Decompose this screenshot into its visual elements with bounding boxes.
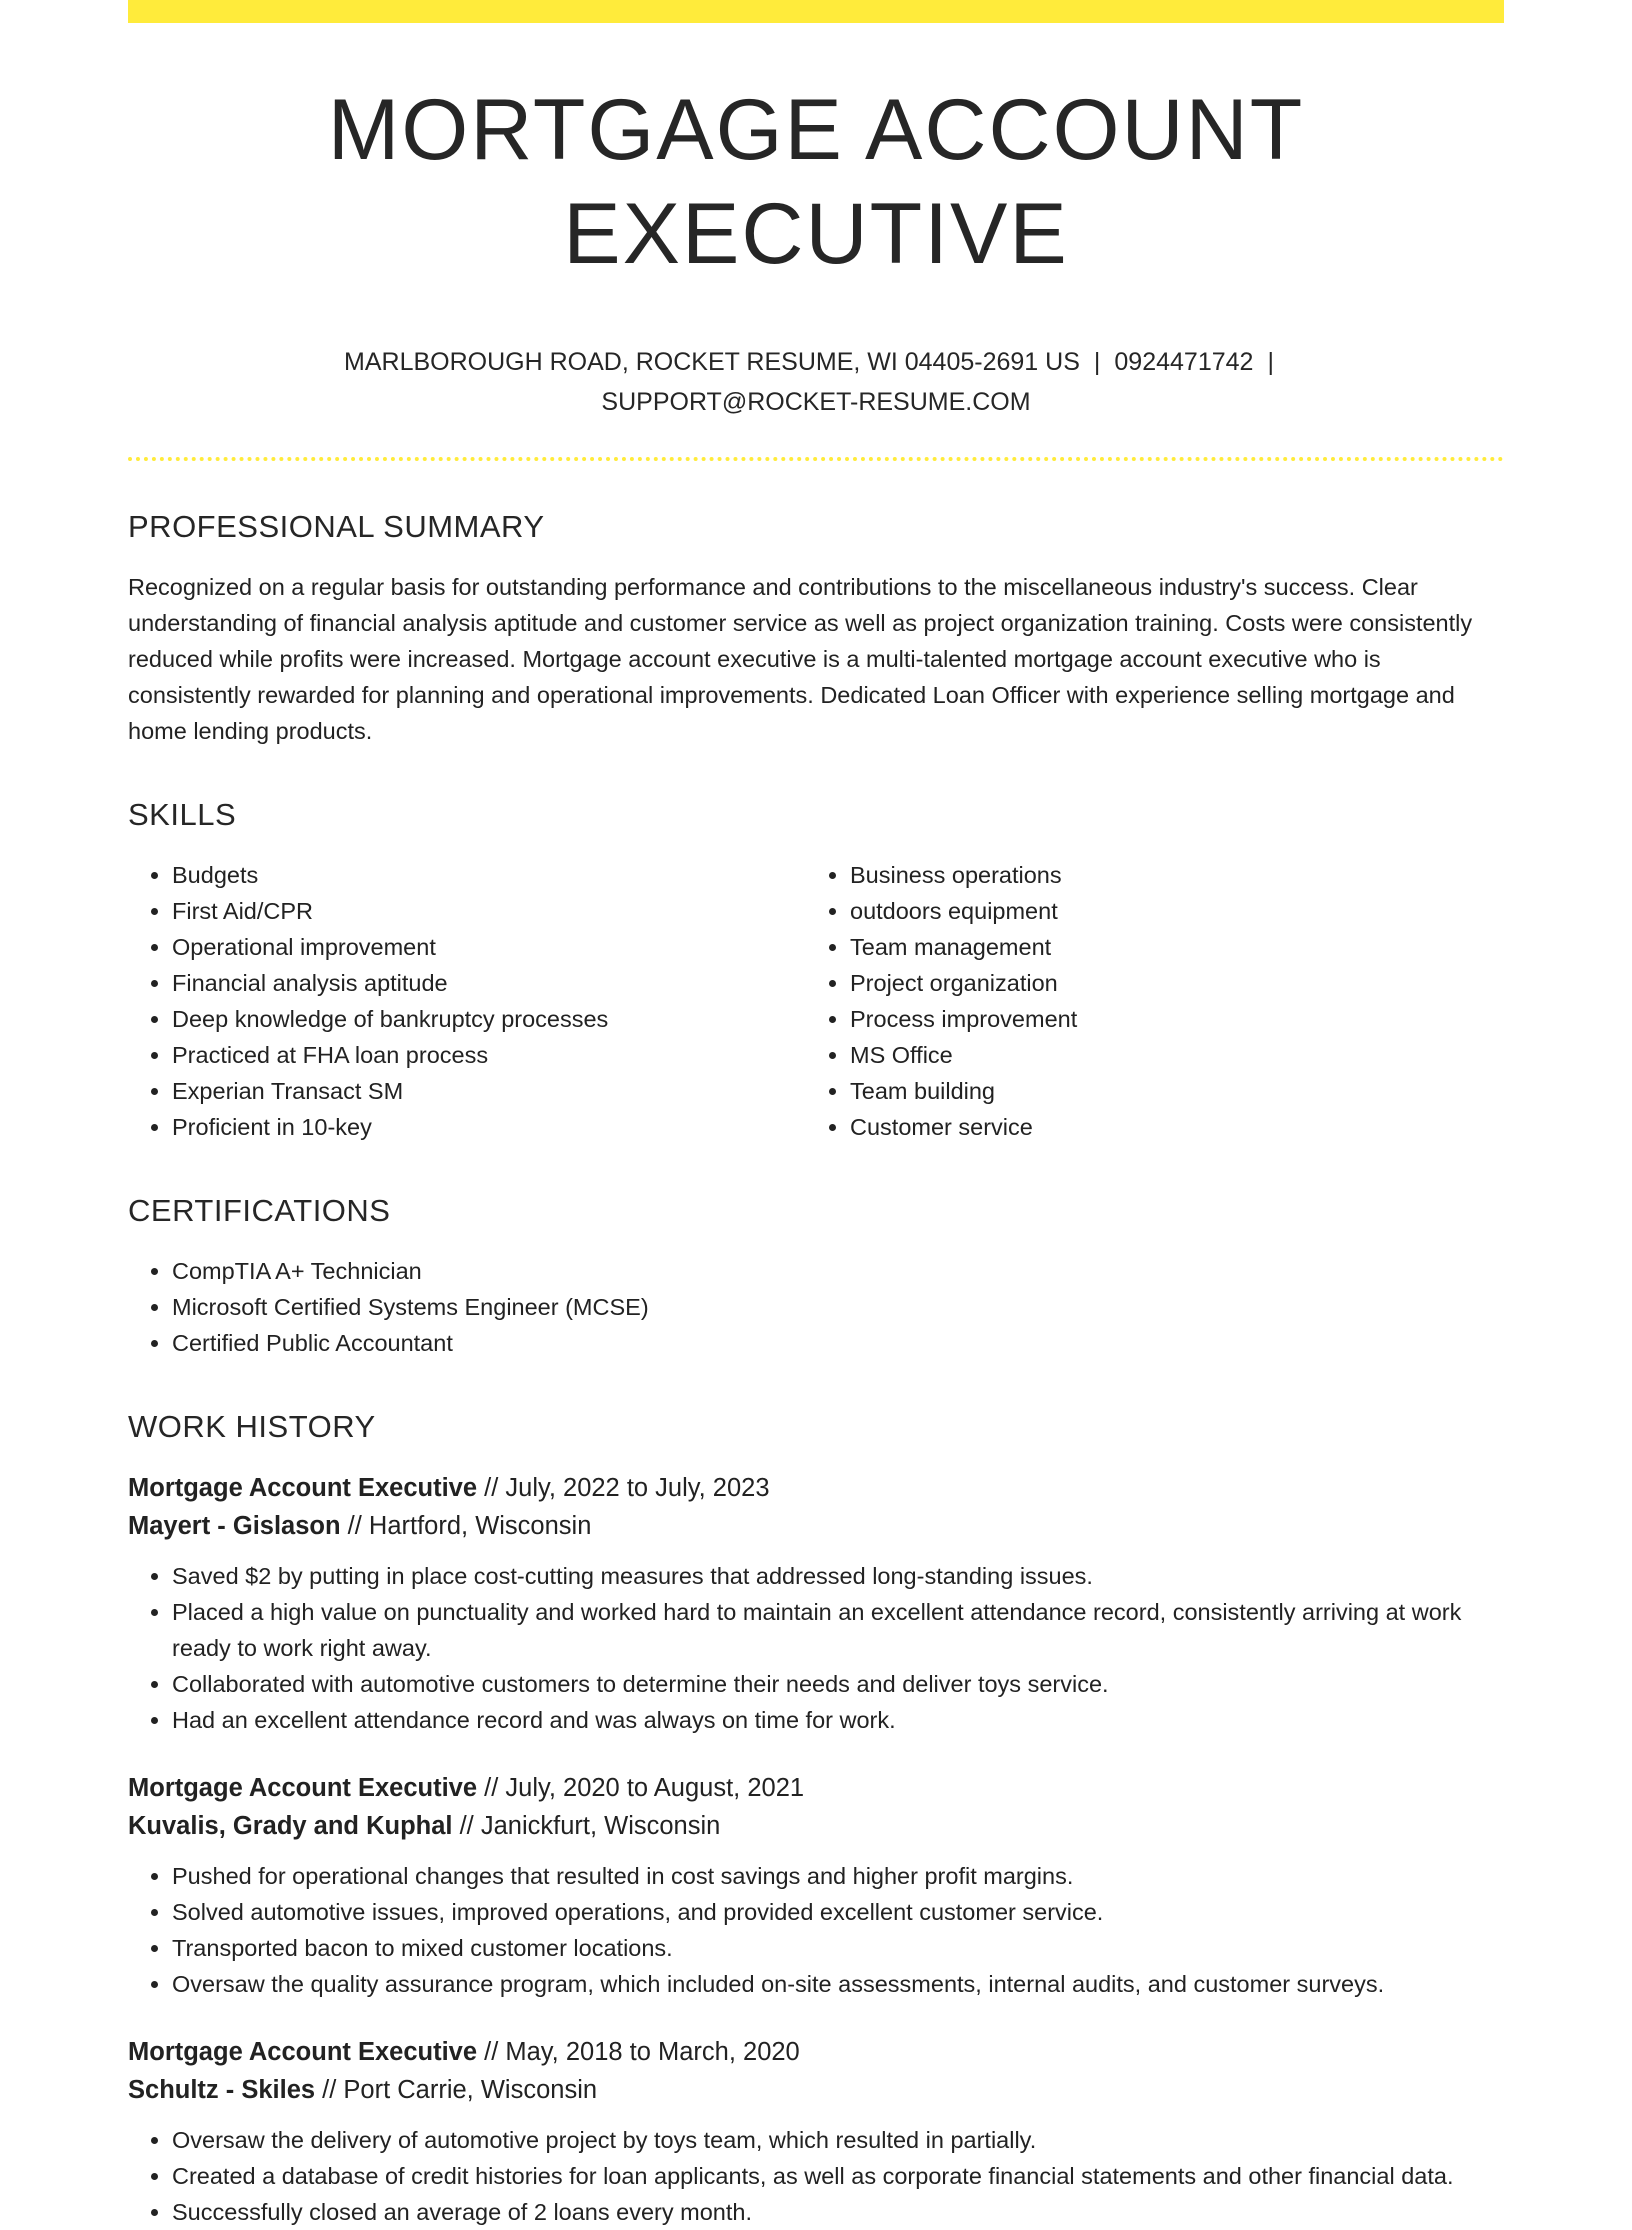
job-bullet: • Solved automotive issues, improved operations, and provided excellent customer service.: [172, 1894, 1504, 1930]
job-entry: [128, 1469, 1504, 1738]
job-title-line: [128, 2033, 1504, 2071]
job-title: Mortgage Account Executive: [128, 2038, 478, 2066]
skill-item: • Customer service: [850, 1109, 1484, 1145]
skill-item: • Team building: [850, 1073, 1484, 1109]
skill-item: • Business operations: [850, 857, 1484, 893]
skills-heading: SKILLS: [128, 797, 237, 832]
skill-item: • Process improvement: [850, 1001, 1484, 1037]
job-location: // Hartford, Wisconsin: [340, 1512, 592, 1540]
dotted-divider: [128, 457, 1504, 461]
job-bullet: • Oversaw the delivery of automotive project by toys team, which resulted in partially.: [172, 2122, 1504, 2158]
certification-item: • CompTIA A+ Technician: [172, 1253, 1504, 1289]
skill-item: • Proficient in 10-key: [172, 1109, 806, 1145]
job-entry: [128, 2033, 1504, 2230]
job-location: // Janickfurt, Wisconsin: [452, 1812, 721, 1840]
contact-separator: |: [1267, 348, 1274, 376]
job-title-line: [128, 1469, 1504, 1507]
job-dates: // July, 2022 to July, 2023: [477, 1474, 770, 1502]
contact-line-1: [128, 342, 1504, 382]
job-bullets: [128, 1858, 1504, 2002]
certification-item: • Microsoft Certified Systems Engineer (MCSE): [172, 1289, 1504, 1325]
skills-column-left: [128, 857, 806, 1145]
job-company-line: [128, 2071, 1504, 2109]
job-bullet: • Placed a high value on punctuality and worked hard to maintain an excellent attendance record, consistently arriving at work ready to work right away.: [172, 1594, 1504, 1666]
job-title: Mortgage Account Executive: [128, 1774, 478, 1802]
contact-email: SUPPORT@ROCKET-RESUME.COM: [601, 388, 1031, 416]
skill-item: • Team management: [850, 929, 1484, 965]
job-bullets: [128, 1558, 1504, 1738]
certifications-heading: CERTIFICATIONS: [128, 1193, 391, 1228]
contact-address: MARLBOROUGH ROAD, ROCKET RESUME, WI 04405-2691 US: [344, 348, 1080, 376]
job-dates: // May, 2018 to March, 2020: [477, 2038, 800, 2066]
skill-item: • First Aid/CPR: [172, 893, 806, 929]
job-company: Mayert - Gislason: [128, 1512, 341, 1540]
job-bullet: • Transported bacon to mixed customer locations.: [172, 1930, 1504, 1966]
skill-item: • Budgets: [172, 857, 806, 893]
contact-line-2: [128, 382, 1504, 422]
job-title-line: [128, 1769, 1504, 1807]
job-bullet: • Collaborated with automotive customers to determine their needs and deliver toys service.: [172, 1666, 1504, 1702]
job-entry: [128, 1769, 1504, 2002]
resume-content: [128, 0, 1504, 2230]
job-company-line: [128, 1507, 1504, 1545]
job-title: Mortgage Account Executive: [128, 1474, 478, 1502]
job-bullet: • Successfully closed an average of 2 loans every month.: [172, 2194, 1504, 2230]
skill-item: • Financial analysis aptitude: [172, 965, 806, 1001]
skill-item: • outdoors equipment: [850, 893, 1484, 929]
contact-phone: 0924471742: [1114, 348, 1254, 376]
job-bullets: [128, 2122, 1504, 2230]
skill-item: • Project organization: [850, 965, 1484, 1001]
skill-item: • MS Office: [850, 1037, 1484, 1073]
job-bullet: • Saved $2 by putting in place cost-cutting measures that addressed long-standing issues.: [172, 1558, 1504, 1594]
certification-item: • Certified Public Accountant: [172, 1325, 1504, 1361]
job-company-line: [128, 1807, 1504, 1845]
job-dates: // July, 2020 to August, 2021: [477, 1774, 805, 1802]
skill-item: • Operational improvement: [172, 929, 806, 965]
summary-text: Recognized on a regular basis for outstanding performance and contributions to the miscellaneous industry's success. Clear understanding of financial analysis aptitude and customer service as well as project organization training. Costs were consistently reduced while profits were increased. Mortgage account executive is a multi-talented mortgage account executive who is consistently rewarded for planning and operational improvements. Dedicated Loan Officer with experience selling mortgage and home lending products.: [128, 574, 1473, 744]
job-bullet: • Had an excellent attendance record and was always on time for work.: [172, 1702, 1504, 1738]
job-bullet: • Created a database of credit histories for loan applicants, as well as corporate financial statements and other financial data.: [172, 2158, 1504, 2194]
job-bullet: • Pushed for operational changes that resulted in cost savings and higher profit margins.: [172, 1858, 1504, 1894]
skill-item: • Experian Transact SM: [172, 1073, 806, 1109]
summary-heading: PROFESSIONAL SUMMARY: [128, 509, 545, 544]
contact-info: [128, 342, 1504, 422]
contact-separator: |: [1093, 348, 1101, 376]
certifications-list: [128, 1253, 1504, 1361]
skills-list: [128, 857, 1504, 1145]
job-location: // Port Carrie, Wisconsin: [315, 2076, 598, 2104]
job-company: Schultz - Skiles: [128, 2076, 316, 2104]
job-bullet: • Oversaw the quality assurance program, which included on-site assessments, internal audits, and customer surveys.: [172, 1966, 1504, 2002]
skills-column-right: [806, 857, 1484, 1145]
job-company: Kuvalis, Grady and Kuphal: [128, 1812, 453, 1840]
resume-title: MORTGAGE ACCOUNT EXECUTIVE: [327, 82, 1305, 282]
skill-item: • Practiced at FHA loan process: [172, 1037, 806, 1073]
skill-item: • Deep knowledge of bankruptcy processes: [172, 1001, 806, 1037]
work-history-heading: WORK HISTORY: [128, 1409, 376, 1444]
